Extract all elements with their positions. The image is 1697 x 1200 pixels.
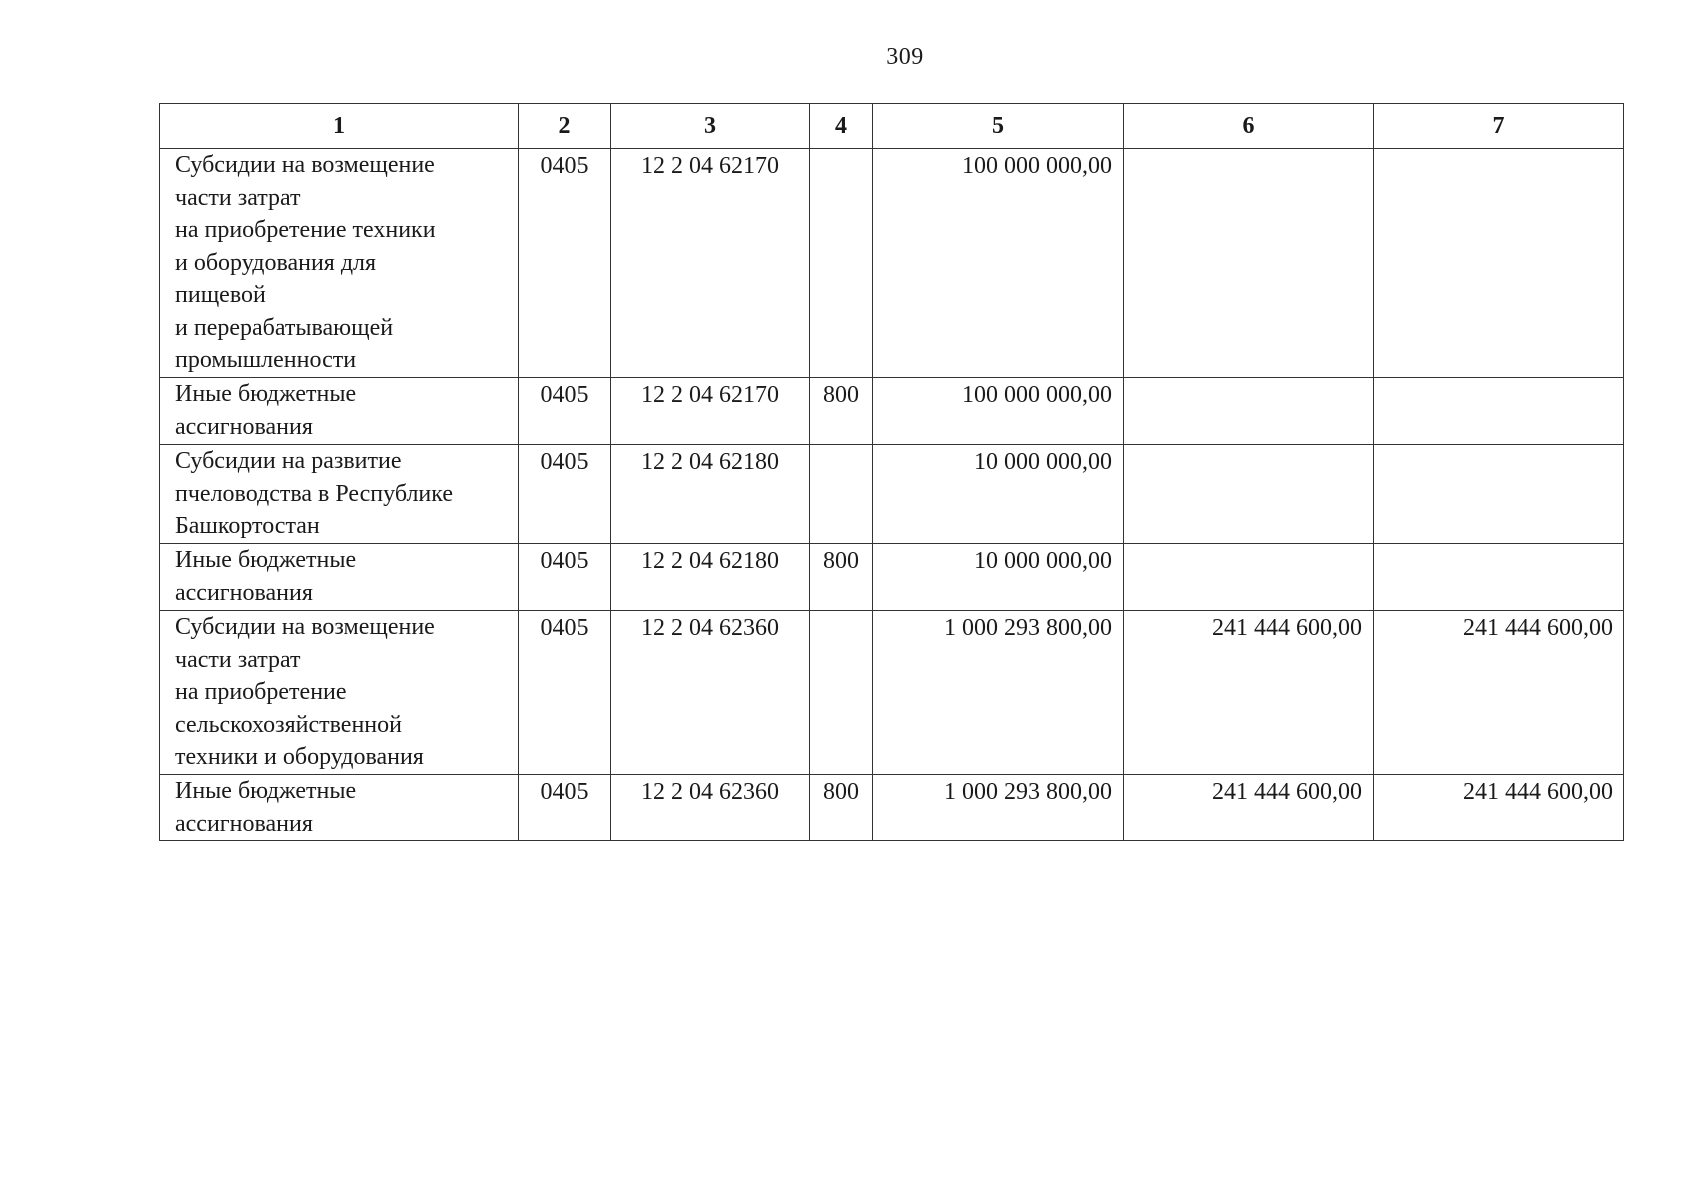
row-expense-type: 800 [810,775,873,841]
row-amount-col5: 1 000 293 800,00 [873,611,1124,775]
row-amount-col7: 241 444 600,00 [1374,775,1624,841]
header-col-4: 4 [810,104,873,149]
row-section: 0405 [519,149,611,378]
row-expense-type [810,445,873,544]
header-col-6: 6 [1124,104,1374,149]
row-section: 0405 [519,775,611,841]
page-number: 309 [886,44,924,70]
row-amount-col7 [1374,544,1624,611]
row-amount-col6 [1124,378,1374,445]
row-expense-type [810,149,873,378]
row-name: Иные бюджетные ассигнования [160,544,519,611]
row-amount-col5: 10 000 000,00 [873,544,1124,611]
table-row [160,445,1624,544]
header-col-5: 5 [873,104,1124,149]
row-expense-type: 800 [810,544,873,611]
row-amount-col7 [1374,149,1624,378]
row-amount-col7 [1374,378,1624,445]
row-target-code: 12 2 04 62360 [611,611,810,775]
row-section: 0405 [519,544,611,611]
row-section: 0405 [519,445,611,544]
table-row [160,544,1624,611]
row-expense-type [810,611,873,775]
row-target-code: 12 2 04 62180 [611,445,810,544]
header-col-7: 7 [1374,104,1624,149]
table-row [160,149,1624,378]
row-target-code: 12 2 04 62360 [611,775,810,841]
row-section: 0405 [519,378,611,445]
table-header-row [160,104,1624,149]
row-amount-col6 [1124,445,1374,544]
table-row [160,378,1624,445]
row-amount-col7 [1374,445,1624,544]
row-target-code: 12 2 04 62170 [611,378,810,445]
row-amount-col5: 100 000 000,00 [873,149,1124,378]
table-row [160,611,1624,775]
row-expense-type: 800 [810,378,873,445]
row-name: Иные бюджетные ассигнования [160,775,519,841]
row-amount-col5: 10 000 000,00 [873,445,1124,544]
row-amount-col6 [1124,544,1374,611]
row-amount-col5: 1 000 293 800,00 [873,775,1124,841]
row-section: 0405 [519,611,611,775]
header-col-2: 2 [519,104,611,149]
row-amount-col6 [1124,149,1374,378]
row-amount-col6: 241 444 600,00 [1124,611,1374,775]
row-name: Иные бюджетные ассигнования [160,378,519,445]
row-name: Субсидии на возмещение части затрат на приобретение техники и оборудования для пищевой и перерабатывающей промышленности [160,149,519,378]
row-target-code: 12 2 04 62180 [611,544,810,611]
row-name: Субсидии на развитие пчеловодства в Республике Башкортостан [160,445,519,544]
table-row [160,775,1624,841]
row-amount-col5: 100 000 000,00 [873,378,1124,445]
row-name: Субсидии на возмещение части затрат на приобретение сельскохозяйственной техники и оборудования [160,611,519,775]
row-amount-col7: 241 444 600,00 [1374,611,1624,775]
row-amount-col6: 241 444 600,00 [1124,775,1374,841]
header-col-3: 3 [611,104,810,149]
budget-table [159,103,1624,841]
row-target-code: 12 2 04 62170 [611,149,810,378]
header-col-1: 1 [160,104,519,149]
